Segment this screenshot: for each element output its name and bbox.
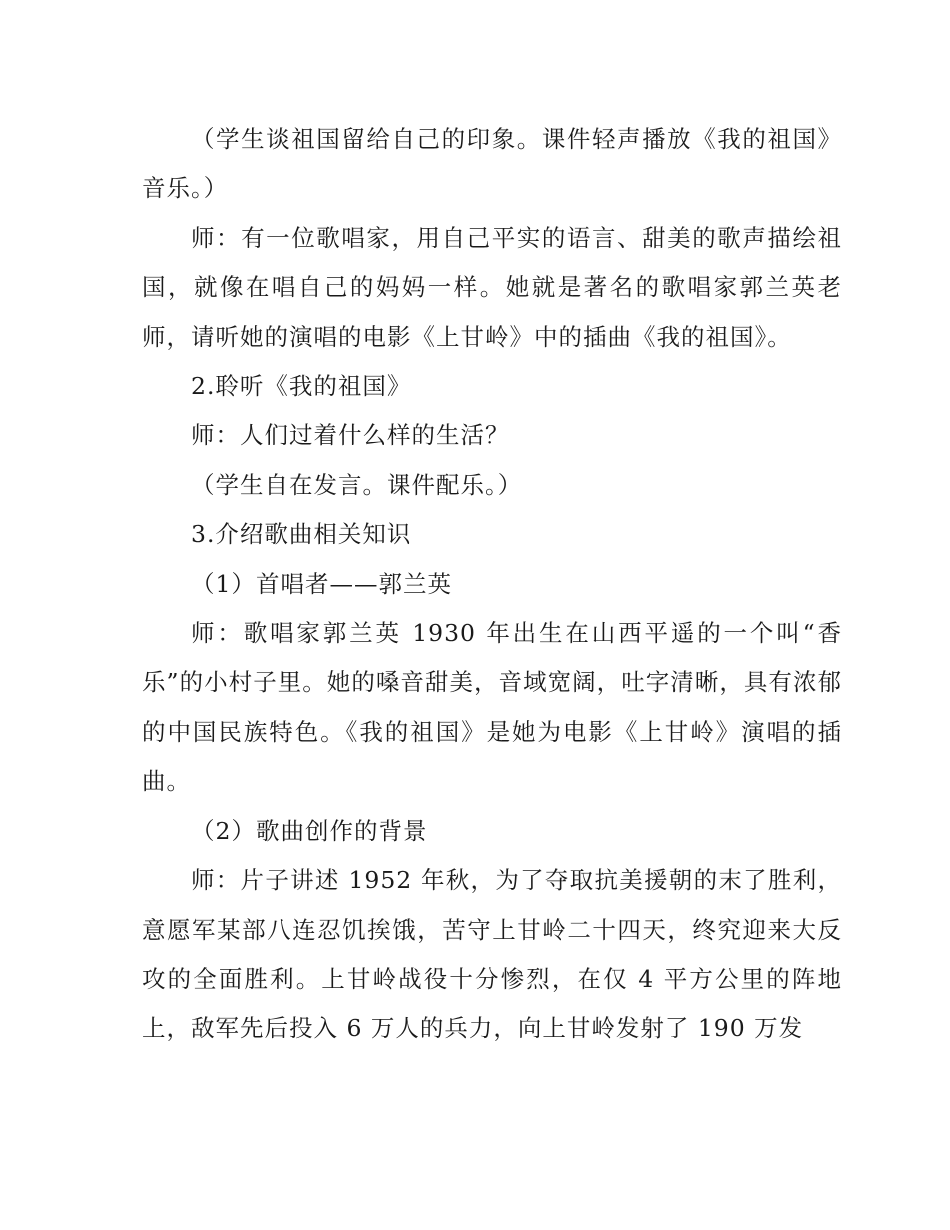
heading-listen-song: 2.聆听《我的祖国》 (191, 372, 412, 401)
subheading-first-singer: （1）首唱者——郭兰英 (191, 569, 452, 598)
paragraph-student-impression: （学生谈祖国留给自己的印象。课件轻声播放《我的祖国》音乐。） (142, 125, 842, 203)
document-body (142, 115, 842, 1054)
paragraph-singer-bio: 师：歌唱家郭兰英 1930 年出生在山西平遥的一个叫“香乐”的小村子里。她的嗓音甜美，音域宽阔，吐字清晰，具有浓郁的中国民族特色。《我的祖国》是她为电影《上甘岭》演唱的插曲。 (142, 619, 842, 796)
paragraph-teacher-intro-singer: 师：有一位歌唱家，用自己平实的语言、甜美的歌声描绘祖国，就像在唱自己的妈妈一样。她就是著名的歌唱家郭兰英老师，请听她的演唱的电影《上甘岭》中的插曲《我的祖国》。 (142, 223, 842, 351)
subheading-song-background: （2）歌曲创作的背景 (191, 816, 428, 845)
paragraph-teacher-question: 师：人们过着什么样的生活？ (191, 421, 510, 450)
heading-song-knowledge: 3.介绍歌曲相关知识 (191, 520, 412, 549)
paragraph-film-background: 师：片子讲述 1952 年秋，为了夺取抗美援朝的末了胜利，意愿军某部八连忍饥挨饿，苦守上甘岭二十四天，终究迎来大反攻的全面胜利。上甘岭战役十分惨烈，在仅 4 平方公里的阵地上，敌军先后投入 6 万人的兵力，向上甘岭发射了 190 万发 (142, 866, 842, 1043)
paragraph-student-speech: （学生自在发言。课件配乐。） (191, 470, 523, 499)
